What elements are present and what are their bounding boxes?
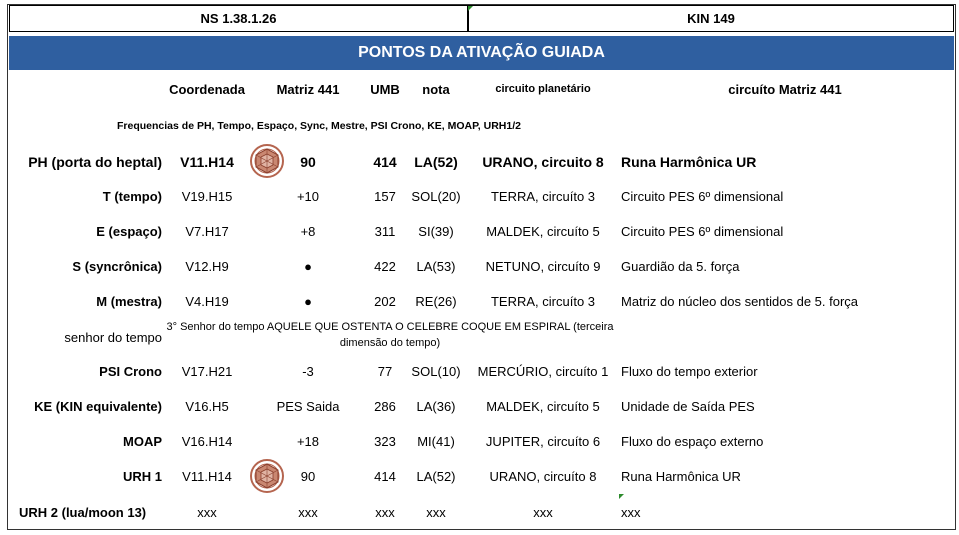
row-nota: xxx xyxy=(426,505,446,520)
header-ns-cell xyxy=(9,5,468,32)
row-nota: LA(36) xyxy=(416,399,456,414)
col-matriz: Matriz 441 xyxy=(276,82,340,97)
row-planet: xxx xyxy=(533,505,553,520)
senhor-line1: 3° Senhor do tempo AQUELE QUE OSTENTA O CELEBRE COQUE EM ESPIRAL (terceira xyxy=(166,321,614,333)
row-umb: 311 xyxy=(374,224,396,239)
senhor-line2: dimensão do tempo) xyxy=(339,337,441,349)
row-umb: 323 xyxy=(374,434,396,449)
row-label: PSI Crono xyxy=(99,364,162,379)
row-nota: LA(52) xyxy=(414,154,458,170)
row-nota: SI(39) xyxy=(418,224,454,239)
row-umb: 202 xyxy=(374,294,396,309)
row-matriz: +18 xyxy=(296,434,320,449)
row-umb: 157 xyxy=(374,189,396,204)
col-circuito-matriz: circuíto Matriz 441 xyxy=(728,82,842,97)
row-coordenada: V19.H15 xyxy=(181,189,233,204)
header-ns: NS 1.38.1.26 xyxy=(200,11,277,26)
row-coordenada: V7.H17 xyxy=(185,224,229,239)
row-label: URH 1 xyxy=(122,469,162,484)
title-banner xyxy=(9,36,954,70)
row-label: T (tempo) xyxy=(102,189,162,204)
row-matriz: PES Saida xyxy=(276,399,340,414)
header-kin: KIN 149 xyxy=(687,11,735,26)
row-matriz: -3 xyxy=(302,364,314,379)
row-matriz: ● xyxy=(304,259,312,274)
row-coordenada: V12.H9 xyxy=(185,259,229,274)
row-nota: LA(53) xyxy=(416,259,456,274)
row-umb: 414 xyxy=(373,154,397,170)
row-label: M (mestra) xyxy=(96,294,162,309)
row-circuito: Fluxo do tempo exterior xyxy=(621,364,758,379)
col-coordenada: Coordenada xyxy=(169,82,245,97)
frequencias-note: Frequencias de PH, Tempo, Espaço, Sync, Mestre, PSI Crono, KE, MOAP, URH1/2 xyxy=(117,120,521,132)
row-matriz: ● xyxy=(304,294,312,309)
cell-marker xyxy=(619,494,624,499)
row-planet: JUPITER, circuíto 6 xyxy=(485,434,601,449)
row-matriz: xxx xyxy=(298,505,318,520)
row-circuito: Fluxo do espaço externo xyxy=(621,434,764,449)
row-planet: TERRA, circuíto 3 xyxy=(490,189,596,204)
row-circuito: Runa Harmônica UR xyxy=(621,469,741,484)
row-matriz: +8 xyxy=(300,224,316,239)
row-coordenada: V16.H14 xyxy=(181,434,233,449)
row-planet: TERRA, circuíto 3 xyxy=(490,294,596,309)
row-matriz: 90 xyxy=(300,154,316,170)
row-circuito: Circuito PES 6º dimensional xyxy=(621,224,784,239)
row-coordenada: V16.H5 xyxy=(185,399,229,414)
row-circuito: Unidade de Saída PES xyxy=(621,399,755,414)
row-nota: SOL(20) xyxy=(411,189,461,204)
row-matriz: 90 xyxy=(300,469,316,484)
row-label: PH (porta do heptal) xyxy=(28,154,162,170)
col-circuito-planetario: circuito planetário xyxy=(495,83,591,95)
row-circuito: Circuito PES 6º dimensional xyxy=(621,189,784,204)
row-circuito: Runa Harmônica UR xyxy=(621,154,757,170)
row-label: URH 2 (lua/moon 13) xyxy=(19,505,147,520)
row-coordenada: V17.H21 xyxy=(181,364,233,379)
gem-icon xyxy=(249,458,285,494)
row-umb: 414 xyxy=(374,469,396,484)
row-matriz: +10 xyxy=(296,189,320,204)
page-title: PONTOS DA ATIVAÇÃO GUIADA xyxy=(358,44,605,61)
row-nota: SOL(10) xyxy=(411,364,461,379)
col-umb: UMB xyxy=(370,82,400,97)
row-nota: RE(26) xyxy=(415,294,457,309)
row-coordenada: V4.H19 xyxy=(185,294,229,309)
row-coordenada: V11.H14 xyxy=(182,469,232,484)
row-label: MOAP xyxy=(123,434,162,449)
row-planet: MALDEK, circuíto 5 xyxy=(486,399,600,414)
col-nota: nota xyxy=(422,82,450,97)
gem-icon xyxy=(249,143,285,179)
row-label: KE (KIN equivalente) xyxy=(34,399,162,414)
row-planet: MERCÚRIO, circuíto 1 xyxy=(477,364,609,379)
row-circuito: xxx xyxy=(621,505,641,520)
header-kin-cell xyxy=(468,5,954,32)
cell-marker xyxy=(468,6,473,11)
row-planet: URANO, circuíto 8 xyxy=(489,469,597,484)
row-nota: LA(52) xyxy=(416,469,456,484)
row-coordenada: xxx xyxy=(197,505,217,520)
row-umb: 422 xyxy=(374,259,396,274)
row-umb: 286 xyxy=(374,399,396,414)
row-planet: URANO, circuito 8 xyxy=(482,154,604,170)
row-coordenada: V11.H14 xyxy=(180,154,234,170)
row-circuito: Guardião da 5. força xyxy=(621,259,740,274)
row-planet: NETUNO, circuíto 9 xyxy=(485,259,601,274)
row-umb: 77 xyxy=(377,364,393,379)
row-label: S (syncrônica) xyxy=(72,259,162,274)
row-nota: MI(41) xyxy=(417,434,455,449)
row-label: E (espaço) xyxy=(96,224,162,239)
row-circuito: Matriz do núcleo dos sentidos de 5. força xyxy=(621,294,859,309)
senhor-label: senhor do tempo xyxy=(64,330,162,345)
row-umb: xxx xyxy=(375,505,395,520)
row-planet: MALDEK, circuíto 5 xyxy=(486,224,600,239)
